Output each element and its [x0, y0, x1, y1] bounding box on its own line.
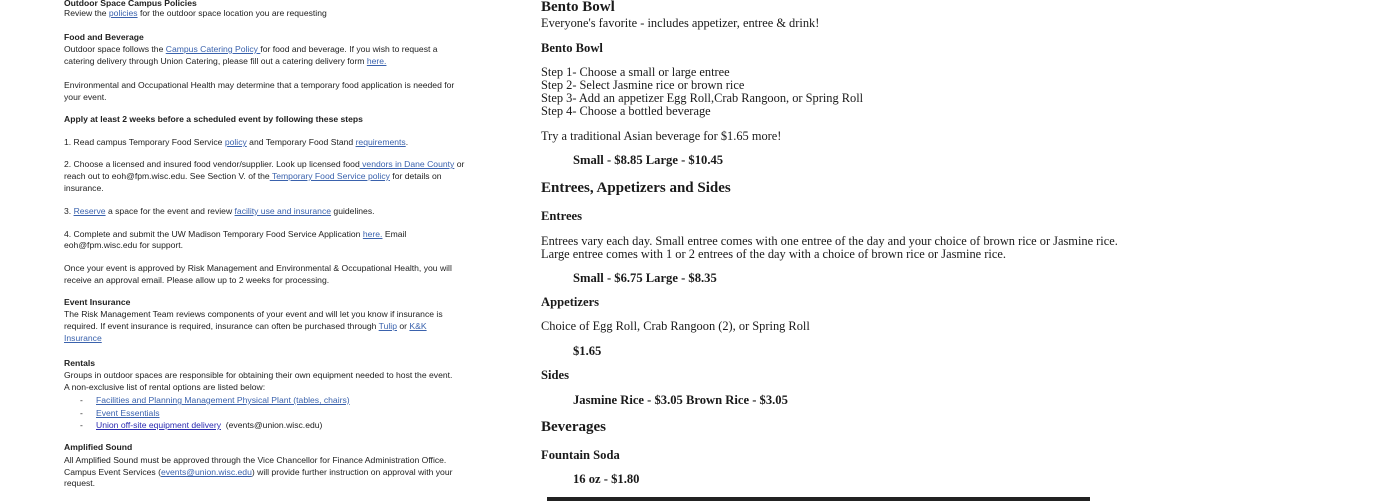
- appetizers-heading: Appetizers: [541, 295, 600, 309]
- menu-title: Bento Bowl: [541, 0, 615, 15]
- text: Email: [382, 229, 407, 239]
- rentals-line-1: Groups in outdoor spaces are responsible for obtaining their own equipment needed to host the event.: [64, 370, 453, 380]
- appetizers-desc: Choice of Egg Roll, Crab Rangoon (2), or Spring Roll: [541, 319, 810, 333]
- text: Review the: [64, 8, 109, 18]
- entrees-desc-2: Large entree comes with 1 or 2 entrees of the day with a choice of brown rice or Jasmine rice.: [541, 247, 1006, 261]
- reserve-link[interactable]: Reserve: [73, 206, 106, 216]
- policy-link[interactable]: policy: [224, 137, 247, 147]
- policies-link[interactable]: policies: [108, 8, 138, 18]
- text: for food and beverage. If you wish to request a: [260, 44, 438, 54]
- entrees-price: Small - $6.75 Large - $8.35: [573, 271, 717, 285]
- soda-heading: Fountain Soda: [541, 448, 620, 462]
- rentals-line-2: A non-exclusive list of rental options are listed below:: [64, 382, 266, 392]
- sound-line-2: [64, 467, 452, 478]
- step-2-line-3: insurance.: [64, 183, 104, 193]
- bento-step: Step 1- Choose a small or large entree: [541, 65, 730, 79]
- sound-heading: [64, 442, 132, 453]
- catering-form-link[interactable]: here.: [366, 56, 387, 66]
- entrees-heading: Entrees: [541, 209, 583, 223]
- sides-price: Jasmine Rice - $3.05 Brown Rice - $3.05: [573, 393, 788, 407]
- heading-text: Apply at least 2 weeks before a scheduled event by following these steps: [64, 114, 363, 124]
- bullet-dash: -: [80, 420, 83, 430]
- text: 4. Complete and submit the UW Madison Temporary Food Service Application: [64, 229, 363, 239]
- text: or: [454, 159, 465, 169]
- food-heading: [64, 32, 144, 43]
- text: 1. Read campus Temporary Food Service: [64, 137, 225, 147]
- text: .: [405, 137, 409, 147]
- food-line-2: [64, 56, 386, 67]
- food-line-1: [64, 44, 438, 55]
- rental-item: [64, 420, 322, 431]
- heading-text: Outdoor Space Campus Policies: [64, 0, 197, 8]
- sides-heading: Sides: [541, 368, 569, 382]
- heading-text: Event Insurance: [64, 297, 131, 307]
- rentals-heading: [64, 358, 95, 369]
- text: ) will provide further instruction on approval with your: [251, 467, 453, 477]
- section-heading: Entrees, Appetizers and Sides: [541, 180, 731, 196]
- heading-text: Amplified Sound: [64, 442, 133, 452]
- bento-price: Small - $8.85 Large - $10.45: [573, 153, 724, 167]
- bullet-dash: -: [80, 395, 83, 405]
- beverage-note: Try a traditional Asian beverage for $1.65 more!: [541, 129, 782, 143]
- divider-bar: [547, 497, 1090, 501]
- bento-step: Step 2- Select Jasmine rice or brown rice: [541, 78, 745, 92]
- heading-text: Rentals: [64, 358, 96, 368]
- step-2-line-1: [64, 159, 464, 170]
- application-link[interactable]: here.: [362, 229, 383, 239]
- step-3: [64, 206, 375, 217]
- text: guidelines.: [331, 206, 375, 216]
- bento-menu-document: [541, 0, 1118, 500]
- policies-title: [64, 0, 197, 8]
- events-email-link[interactable]: events@union.wisc.edu: [160, 467, 252, 477]
- text: and Temporary Food Stand: [246, 137, 356, 147]
- heading-text: Food and Beverage: [64, 32, 144, 42]
- review-line: [64, 8, 327, 19]
- entrees-desc-1: Entrees vary each day. Small entree comes with one entree of the day and your choice of brown rice or Jasmine rice.: [541, 234, 1118, 248]
- text: Outdoor space follows the: [64, 44, 166, 54]
- requirements-link[interactable]: requirements: [355, 137, 406, 147]
- insurance-heading: [64, 297, 130, 308]
- approval-line-2: receive an approval email. Please allow up to 2 weeks for processing.: [64, 275, 330, 285]
- soda-price: 16 oz - $1.80: [573, 472, 640, 486]
- apply-heading: [64, 114, 363, 125]
- beverages-heading: Beverages: [541, 419, 606, 435]
- rental-item: [64, 395, 350, 406]
- text: reach out to eoh@fpm.wisc.edu. See Section V. of the: [64, 171, 270, 181]
- step-2-line-2: [64, 171, 442, 182]
- insurance-line-3: [64, 333, 102, 344]
- tulip-link[interactable]: Tulip: [378, 321, 397, 331]
- insurance-line-1: The Risk Management Team reviews components of your event and will let you know if insurance is: [64, 309, 443, 319]
- text: a space for the event and review: [105, 206, 235, 216]
- kk-insurance-link[interactable]: K&K: [409, 321, 427, 331]
- bento-step: Step 4- Choose a bottled beverage: [541, 104, 711, 118]
- campus-catering-policy-link[interactable]: Campus Catering Policy: [165, 44, 261, 54]
- union-equipment-delivery-link[interactable]: Union off-site equipment delivery: [96, 420, 221, 430]
- text: (events@union.wisc.edu): [221, 420, 323, 430]
- eoh-line-2: your event.: [64, 92, 107, 102]
- bento-step: Step 3- Add an appetizer Egg Roll,Crab Rangoon, or Spring Roll: [541, 91, 864, 105]
- bento-heading: Bento Bowl: [541, 41, 603, 55]
- step-4-line-2: eoh@fpm.wisc.edu for support.: [64, 240, 184, 250]
- approval-line-1: Once your event is approved by Risk Management and Environmental & Occupational Health, you will: [64, 263, 452, 273]
- sound-line-1: All Amplified Sound must be approved through the Vice Chancellor for Finance Administration Office.: [64, 455, 447, 465]
- menu-tagline: Everyone's favorite - includes appetizer, entree & drink!: [541, 16, 820, 30]
- text: 3.: [64, 206, 74, 216]
- appetizers-price: $1.65: [573, 344, 602, 358]
- insurance-line-2: [64, 321, 427, 332]
- step-4-line-1: [64, 229, 406, 240]
- text: for the outdoor space location you are requesting: [137, 8, 327, 18]
- bullet-dash: -: [80, 408, 83, 418]
- step-1: [64, 137, 408, 148]
- text: 2. Choose a licensed and insured food vendor/supplier. Look up licensed food: [64, 159, 360, 169]
- text: Campus Event Services (: [64, 467, 161, 477]
- vendors-link[interactable]: vendors in Dane County: [359, 159, 455, 169]
- event-essentials-link[interactable]: Event Essentials: [96, 408, 160, 418]
- kk-insurance-link-cont[interactable]: Insurance: [64, 333, 102, 343]
- temporary-food-service-policy-link[interactable]: Temporary Food Service policy: [269, 171, 390, 181]
- rental-item: [64, 408, 160, 419]
- eoh-line-1: Environmental and Occupational Health may determine that a temporary food application is needed for: [64, 80, 455, 90]
- fpm-physical-plant-link[interactable]: Facilities and Planning Management Physical Plant (tables, chairs): [96, 395, 350, 405]
- text: required. If event insurance is required, insurance can often be purchased through: [64, 321, 379, 331]
- sound-line-3: request.: [64, 478, 96, 488]
- facility-use-link[interactable]: facility use and insurance: [234, 206, 332, 216]
- text: or: [396, 321, 410, 331]
- text: catering delivery through Union Catering, please fill out a catering delivery form: [64, 56, 367, 66]
- text: for details on: [389, 171, 442, 181]
